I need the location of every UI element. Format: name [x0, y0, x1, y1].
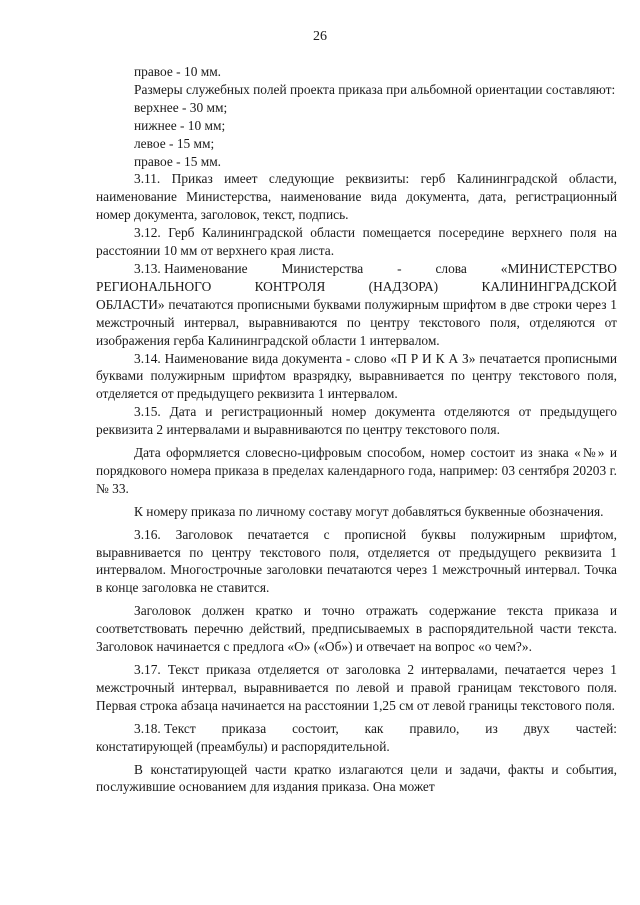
- text-fragment: частей:: [575, 720, 617, 736]
- text-fragment: правило,: [409, 720, 460, 736]
- paragraph-3-17: 3.17. Текст приказа отделяется от заголовка 2 интервалами, печатается через 1 межстрочный интервал, выравнивается по левой и правой границам текстового поля. Первая строка абзаца начинается на расстоянии 1,25 см от левой границы текстового поля.: [96, 662, 617, 713]
- paragraph-right-margin: правое - 10 мм.: [134, 64, 222, 79]
- margin-bottom-item: нижнее - 10 мм;: [134, 117, 226, 133]
- page-number: 26: [313, 29, 327, 44]
- paragraph-3-18-line-2: констатирующей (преамбулы) и распорядительной.: [96, 738, 390, 754]
- text-fragment: (НАДЗОРА): [368, 278, 439, 294]
- paragraph-3-16: 3.16. Заголовок печатается с прописной буквы полужирным шрифтом, выравнивается по центру текстового поля, отделяется от предыдущего реквизита 1 интервалом. Многострочные заголовки печатаются через 1 межстрочный интервал. Точка в конце заголовка не ставится.: [96, 526, 617, 596]
- paragraph-3-12: 3.12. Герб Калининградской области помещается посередине верхнего поля на расстоянии 10 мм от верхнего края листа.: [96, 225, 617, 259]
- text-fragment: из: [485, 720, 498, 736]
- text-fragment: двух: [523, 720, 550, 736]
- paragraph-3-18: [96, 720, 617, 756]
- paragraph-3-13-line-2: [96, 278, 617, 296]
- paragraph-date-format: Дата оформляется словесно-цифровым способом, номер состоит из знака «№» и порядкового номера приказа в пределах календарного года, например: 03 сентября 20203 г. № 33.: [96, 445, 617, 496]
- paragraph-3-13: [96, 260, 617, 350]
- text-fragment: приказа: [221, 720, 267, 736]
- text-fragment: КАЛИНИНГРАДСКОЙ: [481, 278, 617, 294]
- text-fragment: Министерства: [281, 260, 364, 276]
- margin-top-item: верхнее - 30 мм;: [134, 99, 228, 115]
- paragraph-letter-designations: К номеру приказа по личному составу могут добавляться буквенные обозначения.: [134, 503, 604, 519]
- text-fragment: как: [364, 720, 384, 736]
- paragraph-3-13-rest: ОБЛАСТИ» печатаются прописными буквами полужирным шрифтом в две строки через 1 межстрочный интервал, выравниваются по центру текстового поля, отделяются от изображения герба Калининградской области 1 интервалом.: [96, 296, 617, 348]
- paragraph-heading-content: Заголовок должен кратко и точно отражать содержание текста приказа и соответствовать перечню действий, предписываемых в распорядительной части текста. Заголовок начинается с предлога «О» («Об») и отвечает на вопрос «о чем?».: [96, 603, 617, 655]
- text-fragment: состоит,: [292, 720, 339, 736]
- paragraph-constative-part: В констатирующей части кратко излагаются цели и задачи, факты и события, послужившие основанием для издания приказа. Она может: [96, 761, 617, 795]
- paragraph-3-18-line-1: [96, 720, 617, 738]
- paragraph-3-14: 3.14. Наименование вида документа - слово «П Р И К А З» печатается прописными буквами полужирным шрифтом вразрядку, выравнивается по центру текстового поля, отделяется от предыдущего реквизита 1 интервалом.: [96, 350, 617, 402]
- text-fragment: 3.13. Наименование: [134, 260, 248, 276]
- text-fragment: слова: [435, 260, 467, 276]
- document-body: [96, 63, 617, 796]
- text-fragment: 3.18. Текст: [134, 720, 196, 736]
- paragraph-3-11: 3.11. Приказ имеет следующие реквизиты: герб Калининградской области, наименование Министерства, наименование вида документа, дата, регистрационный номер документа, заголовок, текст, подпись.: [96, 171, 617, 223]
- text-fragment: «МИНИСТЕРСТВО: [500, 260, 617, 276]
- text-fragment: -: [397, 260, 402, 276]
- text-fragment: КОНТРОЛЯ: [254, 278, 326, 294]
- margin-left-item: левое - 15 мм;: [134, 135, 215, 151]
- margin-right-item: правое - 15 мм.: [134, 153, 222, 169]
- paragraph-landscape-margins: Размеры служебных полей проекта приказа при альбомной ориентации составляют:: [134, 81, 616, 97]
- paragraph-3-13-line-1: [96, 260, 617, 278]
- paragraph-3-15: 3.15. Дата и регистрационный номер документа отделяются от предыдущего реквизита 2 интервалами и выравниваются по центру текстового поля.: [96, 404, 617, 438]
- text-fragment: РЕГИОНАЛЬНОГО: [96, 278, 212, 294]
